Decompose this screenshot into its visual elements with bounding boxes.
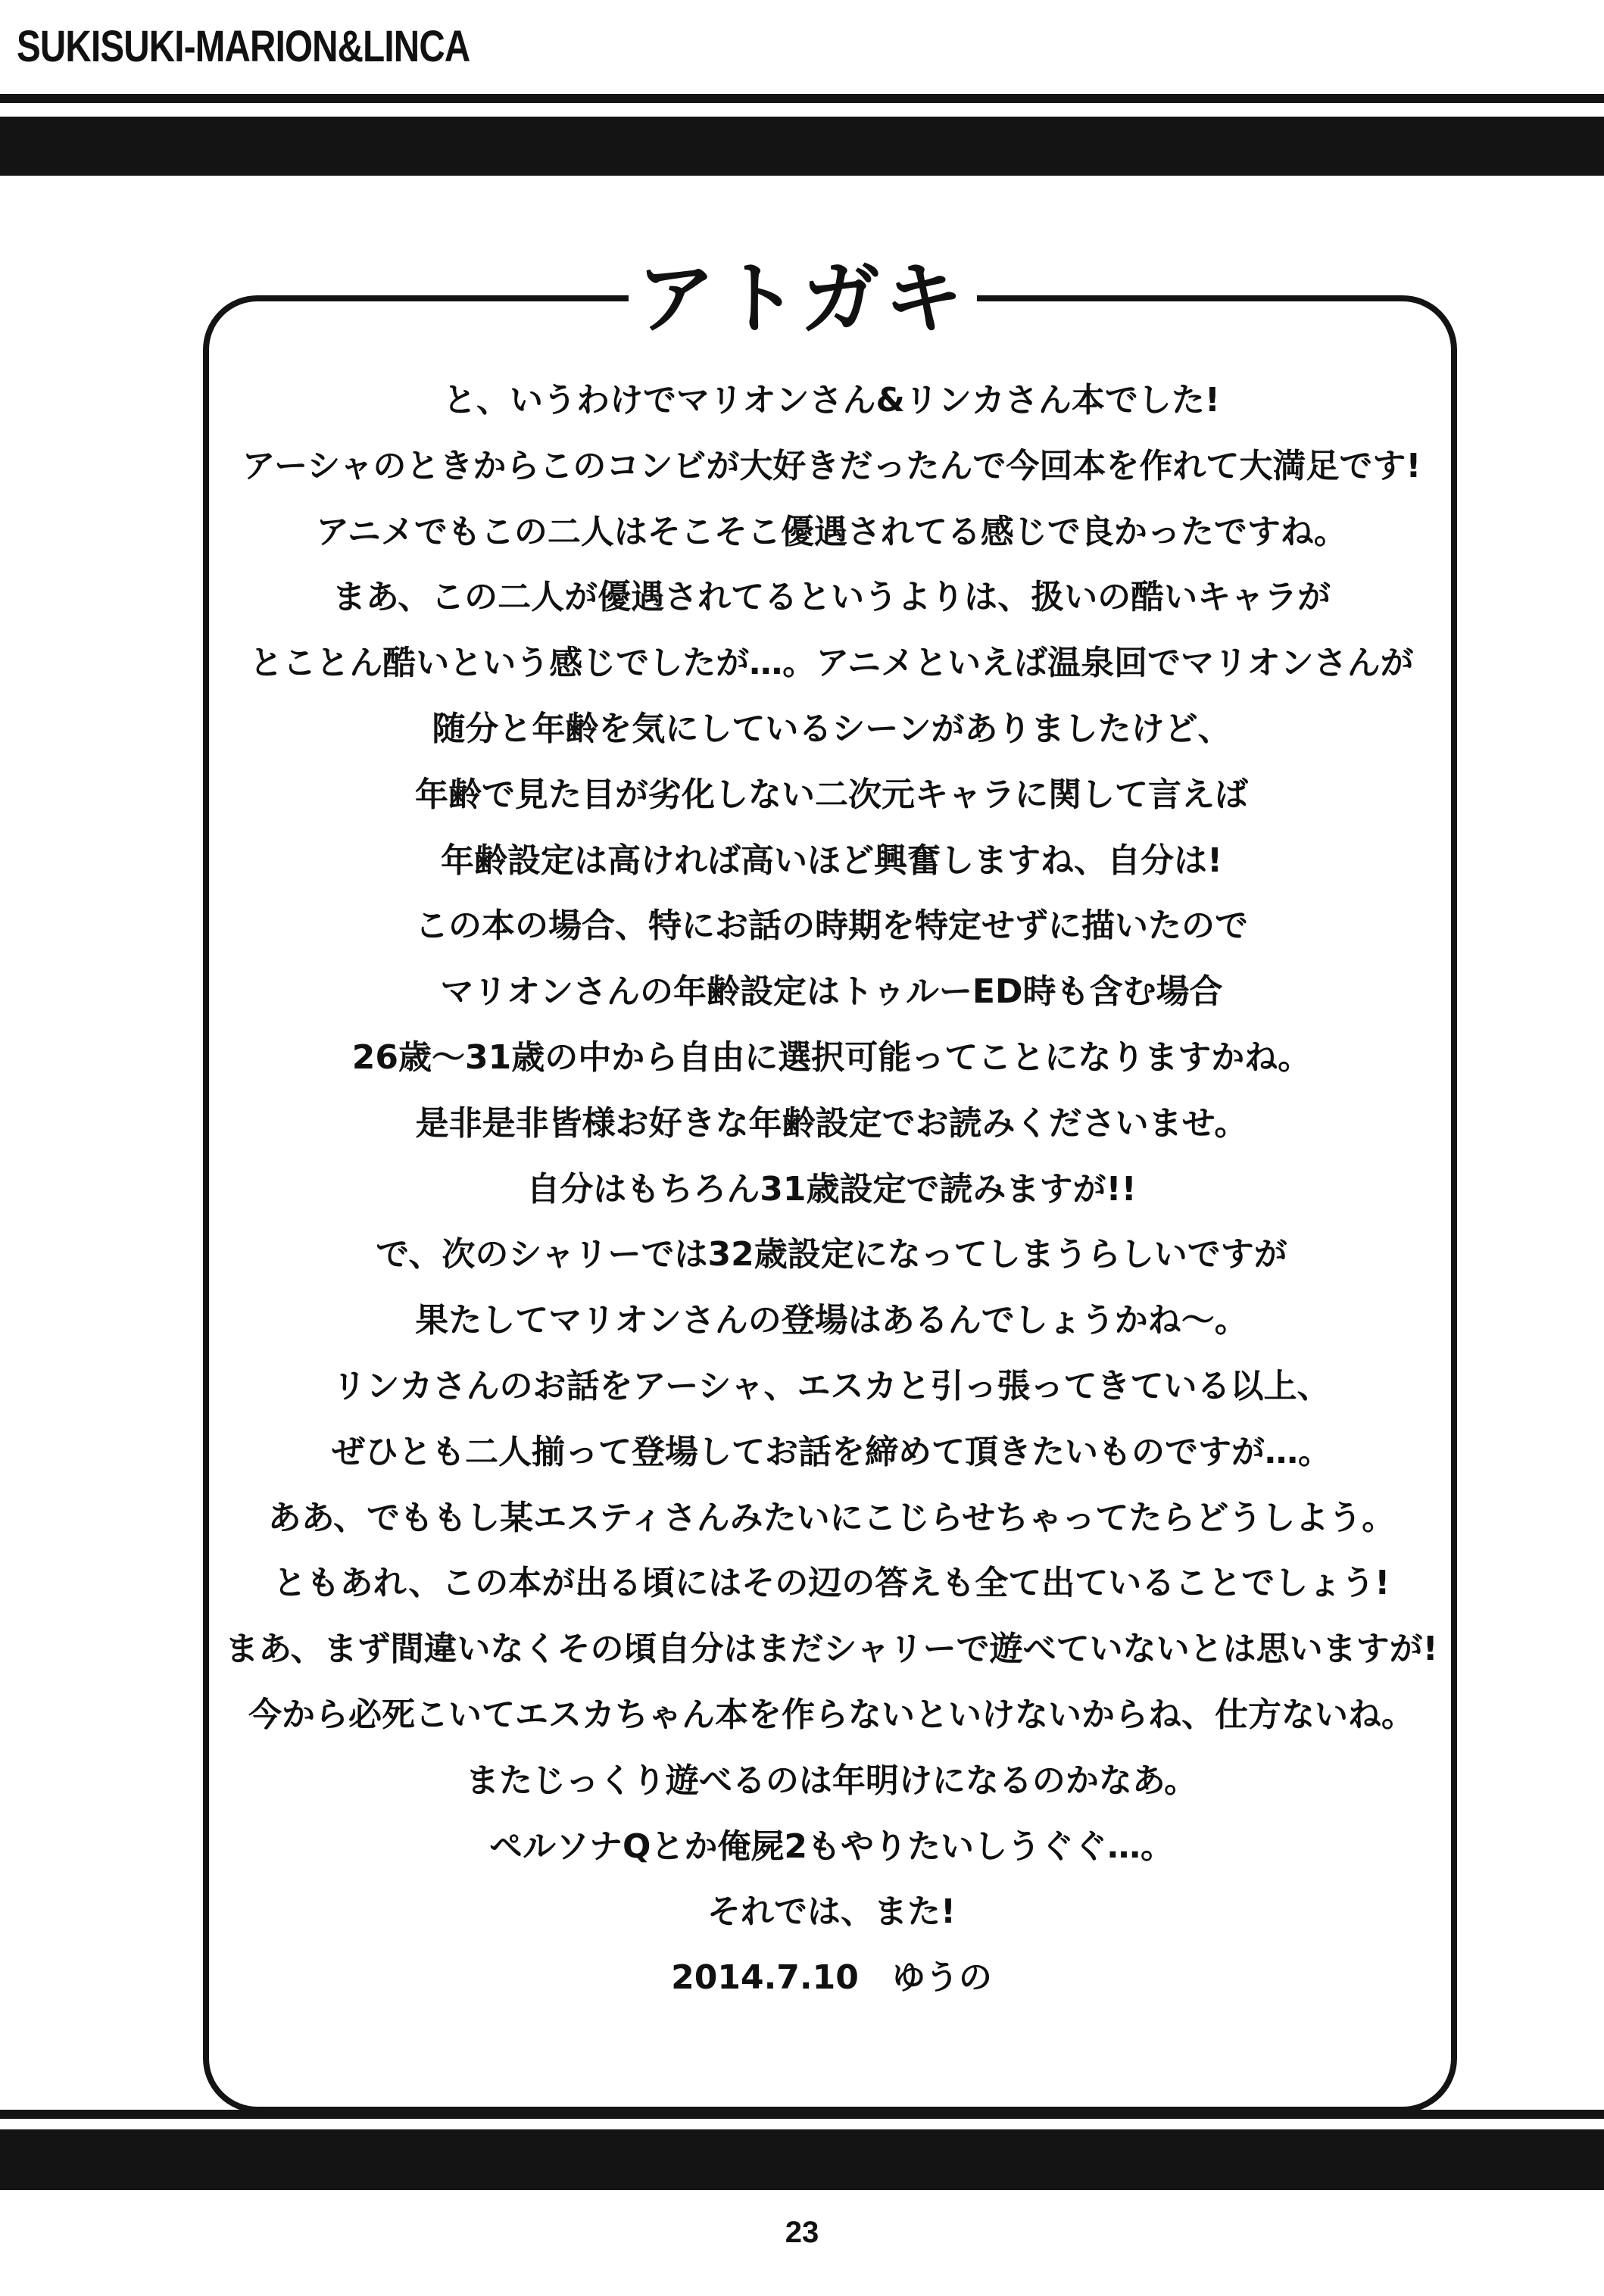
afterword-line: 今から必死こいてエスカちゃん本を作らないといけないからね、仕方ないね。 <box>248 1695 1415 1734</box>
footer-rule <box>0 2110 1604 2119</box>
afterword-signature: 2014.7.10 ゆうの <box>671 1958 992 1998</box>
afterword-line: アニメでもこの二人はそこそこ優遇されてる感じで良かったですね。 <box>316 512 1347 551</box>
header-band <box>0 117 1604 176</box>
afterword-line: またじっくり遊べるのは年明けになるのかなあ。 <box>465 1761 1198 1800</box>
afterword-line: とことん酷いという感じでしたが…。アニメといえば温泉回でマリオンさんが <box>249 644 1414 683</box>
afterword-line: 随分と年齢を気にしているシーンがありましたけど、 <box>432 709 1231 748</box>
afterword-line: で、次のシャリーでは32歳設定になってしまうらしいですが <box>376 1235 1287 1274</box>
afterword-line: ああ、でももし某エスティさんみたいにこじらせちゃってたらどうしよう。 <box>267 1498 1396 1537</box>
book-title: SUKISUKI-MARION&LINCA <box>17 22 470 71</box>
afterword-line: 是非是非皆様お好きな年齢設定でお読みくださいませ。 <box>415 1103 1248 1143</box>
afterword-line: リンカさんのお話をアーシャ、エスカと引っ張ってきている以上、 <box>332 1366 1331 1405</box>
afterword-title: アトガキ <box>636 252 968 345</box>
afterword-line: 年齢で見た目が劣化しない二次元キャラに関して言えば <box>415 775 1248 814</box>
afterword-line: 果たしてマリオンさんの登場はあるんでしょうかね～。 <box>415 1301 1248 1340</box>
afterword-line: まあ、まず間違いなくその頃自分はまだシャリーで遊べていないとは思いますが! <box>225 1630 1438 1669</box>
afterword-line: それでは、また! <box>707 1892 956 1932</box>
afterword-line: と、いうわけでマリオンさん&リンカさん本でした! <box>443 381 1220 420</box>
afterword-line: 自分はもちろん31歳設定で読みますが!! <box>526 1169 1137 1209</box>
afterword-line: 年齢設定は高ければ高いほど興奮しますね、自分は! <box>440 841 1223 880</box>
footer-band <box>0 2129 1604 2190</box>
afterword-line: マリオンさんの年齢設定はトゥルーED時も含む場合 <box>440 972 1223 1012</box>
afterword-line: この本の場合、特にお話の時期を特定せずに描いたので <box>415 906 1248 946</box>
afterword-body <box>204 368 1459 2011</box>
afterword-line: ペルソナQとか俺屍2もやりたいしうぐぐ…。 <box>488 1827 1175 1866</box>
afterword-line: アーシャのときからこのコンビが大好きだったんで今回本を作れて大満足です! <box>242 446 1421 485</box>
afterword-line: 26歳～31歳の中から自由に選択可能ってことになりますかね。 <box>351 1037 1312 1077</box>
header-rule <box>0 94 1604 103</box>
afterword-line: まあ、この二人が優遇されてるというよりは、扱いの酷いキャラが <box>332 578 1331 617</box>
afterword-line: ともあれ、この本が出る頃にはその辺の答えも全て出ていることでしょう! <box>273 1564 1390 1603</box>
page-number: 23 <box>785 2216 819 2249</box>
afterword-line: ぜひとも二人揃って登場してお話を締めて頂きたいものですが…。 <box>332 1432 1331 1471</box>
